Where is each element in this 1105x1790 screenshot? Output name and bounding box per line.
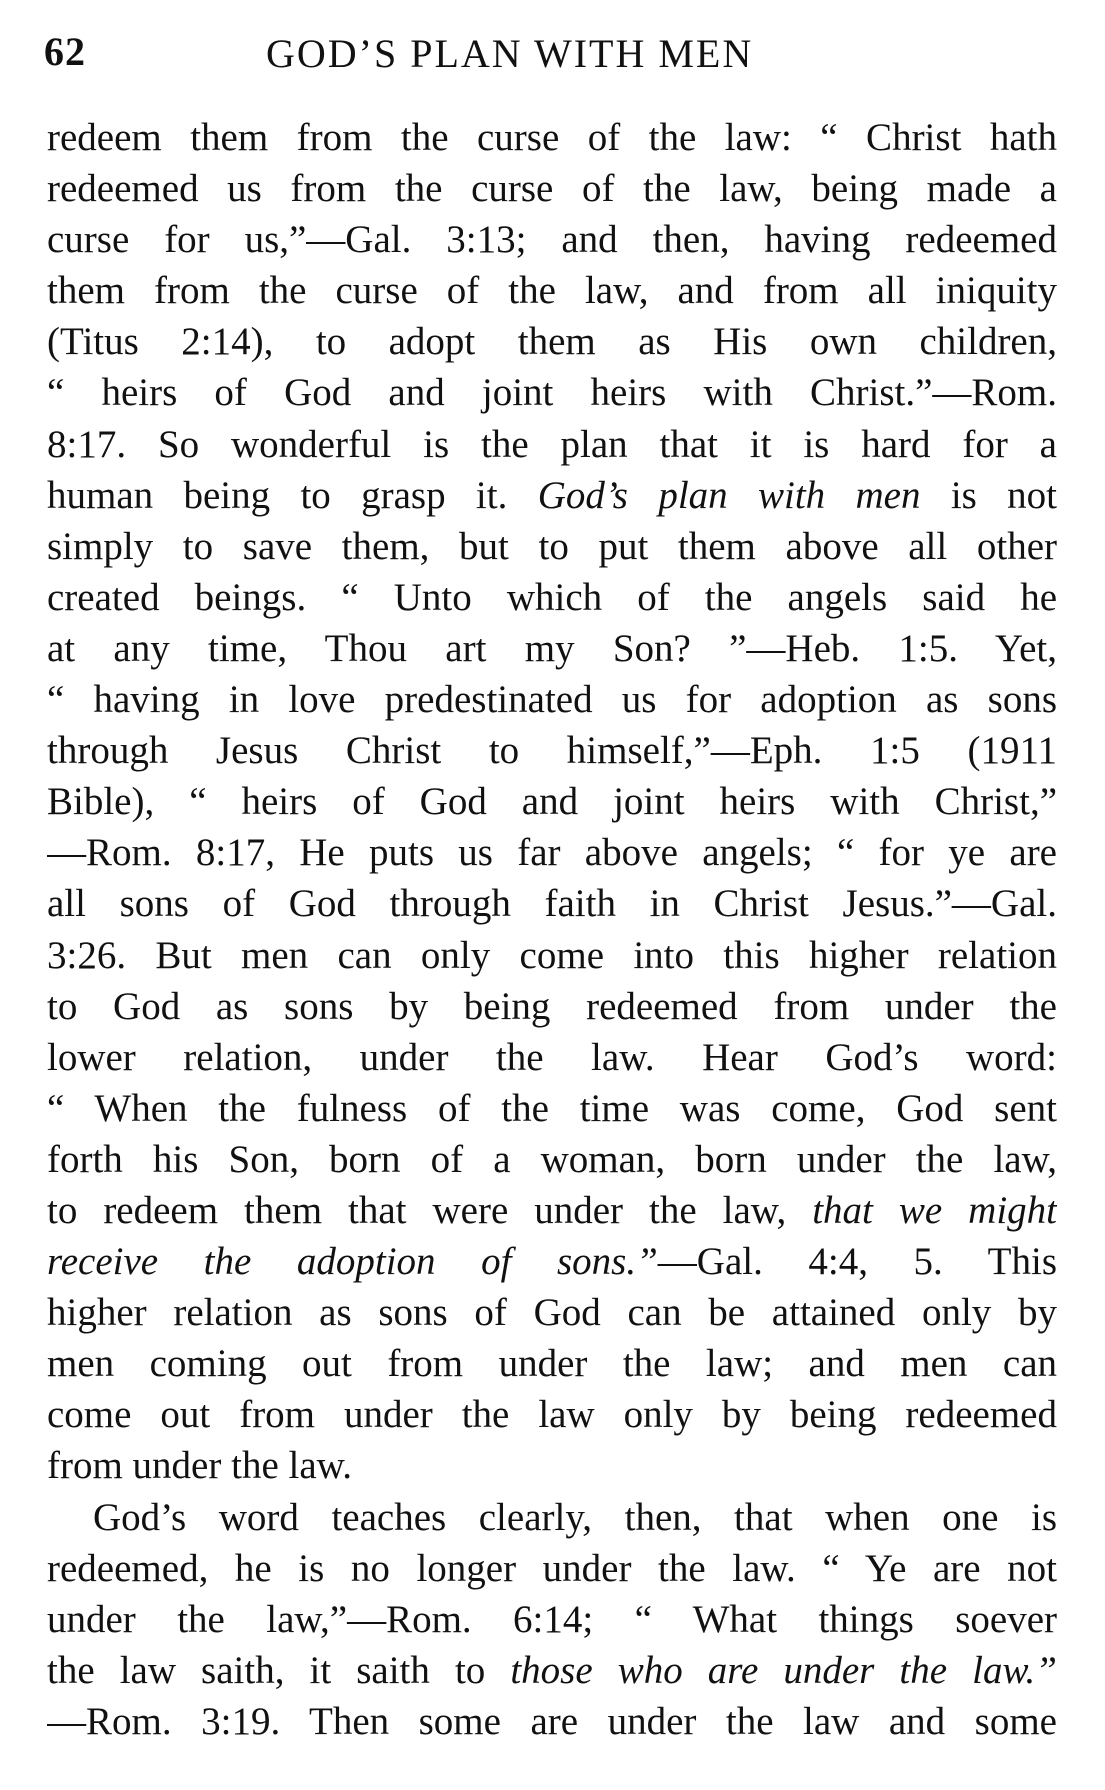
text-run: —Rom. 3:19. Then some are under the law and some [47, 1699, 1057, 1743]
text-run: 8:17. So wonderful is the plan that it is hard for a [47, 422, 1057, 466]
body-text [47, 112, 1057, 1747]
text-line [47, 470, 1057, 521]
text-run: curse for us,”—Gal. 3:13; and then, having redeemed [47, 218, 1057, 262]
text-run: all sons of God through faith in Christ Jesus.”—Gal. [47, 882, 1057, 926]
text-line [47, 1338, 1057, 1389]
running-title: GOD’S PLAN WITH MEN [266, 31, 754, 76]
text-line [47, 572, 1057, 623]
text-line [47, 265, 1057, 316]
text-line [47, 930, 1057, 981]
italic-text-run: receive the adoption of sons.” [47, 1240, 658, 1284]
text-run: come out from under the law only by being redeemed [47, 1393, 1057, 1437]
text-run: —Gal. 4:4, 5. This [657, 1240, 1057, 1284]
text-line [47, 521, 1057, 572]
text-line [47, 214, 1057, 265]
text-line [47, 1134, 1057, 1185]
text-run: “ heirs of God and joint heirs with Christ.”—Rom. [47, 371, 1057, 415]
text-line [47, 981, 1057, 1032]
italic-text-run: God’s plan with men [537, 473, 921, 517]
text-run: human being to grasp it. [47, 473, 538, 517]
text-line [47, 776, 1057, 827]
text-line [47, 1645, 1057, 1696]
text-line [47, 1083, 1057, 1134]
text-line [47, 1236, 1057, 1287]
text-run: redeem them from the curse of the law: “ Christ hath [47, 116, 1057, 159]
text-line [47, 112, 1057, 163]
text-run: lower relation, under the law. Hear God’s word: [47, 1035, 1057, 1079]
text-line [47, 623, 1057, 674]
text-run: through Jesus Christ to himself,”—Eph. 1:5 (1911 [47, 729, 1057, 773]
text-run: men coming out from under the law; and men can [47, 1342, 1057, 1386]
page-number: 62 [44, 29, 86, 74]
text-line [47, 827, 1057, 878]
text-line [47, 674, 1057, 725]
text-run: —Rom. 8:17, He puts us far above angels; “ for ye are [47, 831, 1057, 875]
text-line [47, 419, 1057, 470]
text-run: forth his Son, born of a woman, born under the law, [47, 1137, 1057, 1181]
text-run: (Titus 2:14), to adopt them as His own children, [47, 320, 1057, 364]
text-run: Bible), “ heirs of God and joint heirs with Christ,” [47, 780, 1057, 824]
text-line [47, 316, 1057, 367]
text-run: the law saith, it saith to [47, 1648, 511, 1692]
text-run: is not [920, 473, 1057, 517]
paragraph [47, 112, 1057, 1492]
text-line [47, 725, 1057, 776]
text-run: higher relation as sons of God can be attained only by [47, 1291, 1057, 1335]
text-line [47, 1696, 1057, 1747]
text-run: 3:26. But men can only come into this higher relation [47, 933, 1057, 977]
text-line [47, 1032, 1057, 1083]
text-run: at any time, Thou art my Son? ”—Heb. 1:5. Yet, [47, 626, 1057, 670]
paragraph [47, 1492, 1057, 1747]
italic-text-run: that we might [812, 1188, 1057, 1232]
text-run: under the law,”—Rom. 6:14; “ What things soever [47, 1597, 1057, 1641]
text-run: “ When the fulness of the time was come, God sent [47, 1086, 1057, 1130]
text-line [47, 878, 1057, 929]
text-line [47, 1185, 1057, 1236]
text-run: “ having in love predestinated us for adoption as sons [47, 678, 1057, 722]
text-run: to God as sons by being redeemed from under the [47, 984, 1057, 1028]
text-run: to redeem them that were under the law, [47, 1188, 813, 1232]
text-run: from under the law. [47, 1444, 353, 1488]
text-line [47, 163, 1057, 214]
text-line [47, 1389, 1057, 1440]
text-line [47, 1594, 1057, 1645]
text-line [47, 367, 1057, 418]
text-line [47, 1440, 1057, 1491]
text-run: redeemed us from the curse of the law, being made a [47, 167, 1057, 211]
italic-text-run: those who are under the law.” [510, 1648, 1057, 1692]
running-head [44, 28, 1064, 88]
text-run: simply to save them, but to put them above all other [47, 524, 1057, 568]
text-line [47, 1287, 1057, 1338]
text-run: God’s word teaches clearly, then, that when one is [93, 1495, 1057, 1539]
text-run: created beings. “ Unto which of the angels said he [47, 575, 1057, 619]
text-run: them from the curse of the law, and from all iniquity [47, 269, 1057, 313]
text-line [47, 1492, 1057, 1543]
text-line [47, 1543, 1057, 1594]
text-run: redeemed, he is no longer under the law. “ Ye are not [47, 1546, 1057, 1590]
